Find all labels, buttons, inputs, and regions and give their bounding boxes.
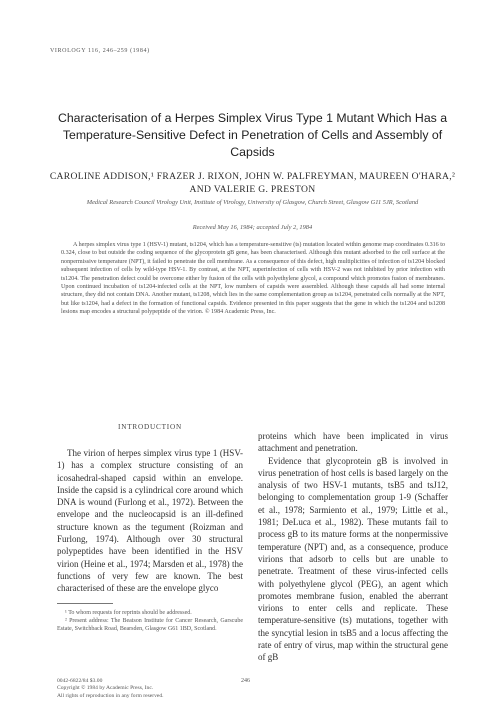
article-title: Characterisation of a Herpes Simplex Virus Type 1 Mutant Which Has a Temperature-Sensitive Defect in Penetration of Cells and Assembly of Capsids xyxy=(57,111,448,159)
right-column xyxy=(258,430,448,664)
footnote-2: ² Present address: The Beatson Institute for Cancer Research, Garscube Estate, Switchback Road, Bearsden, Glasgow G61 1BD, Scotland. xyxy=(57,617,243,632)
author-list: CAROLINE ADDISON,¹ FRAZER J. RIXON, JOHN W. PALFREYMAN, MAUREEN O'HARA,² AND VALERIE G. PRESTON xyxy=(49,171,456,195)
left-column-text: The virion of herpes simplex virus type 1 (HSV-1) has a complex structure consisting of an icosahedral-shaped capsid within an envelope. Inside the capsid is a cylindrical core around which DNA is wound (Furlong et al., 1972). Between the envelope and the nucleocapsid is an ill-defined structure known as the tegument (Roizman and Furlong, 1974). Although over 30 structural polypeptides have been identified in the HSV virion (Heine et al., 1974; Marsden et al., 1978) the functions of very few are known. The best characterised of these are the envelope glyco xyxy=(57,448,243,594)
footnote-rule xyxy=(57,603,113,604)
abstract: A herpes simplex virus type 1 (HSV-1) mutant, ts1204, which has a temperature-sensitive (ts) mutation located within genome map coordinates 0.316 to 0.324, close to but outside the coding sequence of the glycoprotein gB gene, has been characterised. Although this mutant adsorbed to the cell surface at the nonpermissive temperature (NPT), it failed to penetrate the cell membrane. As a consequence of this defect, high multiplicities of infection of ts1204 blocked subsequent infection of cells by wild-type HSV-1. By contrast, at the NPT, superinfection of cells with HSV-2 was not inhibited by prior infection with ts1204. The penetration defect could be overcome either by fusion of the cells with polyethylene glycol, a compound which promotes fusion of membranes. Upon continued incubation of ts1204-infected cells at the NPT, low numbers of capsids were assembled. Although these capsids all had some internal structure, they did not contain DNA. Another mutant, ts1208, which lies in the same complementation group as ts1204, penetrated cells normally at the NPT, but like ts1204, had a defect in the formation of functional capsids. Evidence presented in this paper suggests that the gene in which the ts1204 and ts1208 lesions map encodes a structural polypeptide of the virion. © 1984 Academic Press, Inc. xyxy=(61,242,445,316)
journal-citation: VIROLOGY 116, 246–259 (1984) xyxy=(50,48,150,54)
received-date: Received May 16, 1984; accepted July 2, 1984 xyxy=(192,224,313,231)
page-number: 246 xyxy=(241,678,250,684)
right-column-text-1: proteins which have been implicated in virus attachment and penetration. xyxy=(258,431,448,454)
footnote-1: ¹ To whom requests for reprints should be addressed. xyxy=(65,609,192,616)
copyright-text: 0042-6822/84 $3.00 Copyright © 1984 by Academic Press, Inc. All rights of reproduction in any form reserved. xyxy=(57,678,164,699)
left-column xyxy=(57,423,243,633)
copyright-notice xyxy=(57,678,164,700)
author-affiliation: Medical Research Council Virology Unit, Institute of Virology, University of Glasgow, Church Street, Glasgow G11 5JR, Scotland xyxy=(86,199,419,206)
right-column-text-2: Evidence that glycoprotein gB is involved in virus penetration of host cells is based largely on the analysis of two HSV-1 mutants, tsB5 and tsJ12, belonging to complementation group 1-9 (Schaffer et al., 1978; Sarmiento et al., 1979; Little et al., 1981; DeLuca et al., 1982). These mutants fail to process gB to its mature forms at the nonpermissive temperature (NPT) and, as a consequence, produce virions that adsorb to cells but are unable to penetrate. Treatment of these virus-infected cells with polyethylene glycol (PEG), an agent which promotes membrane fusion, enabled the aberrant virions to enter cells and replicate. These temperature-sensitive (ts) mutations, together with the syncytial lesion in tsB5 and a locus affecting the rate of entry of virus, map within the structural gene of gB xyxy=(258,455,448,663)
introduction-heading: INTRODUCTION xyxy=(118,423,182,431)
